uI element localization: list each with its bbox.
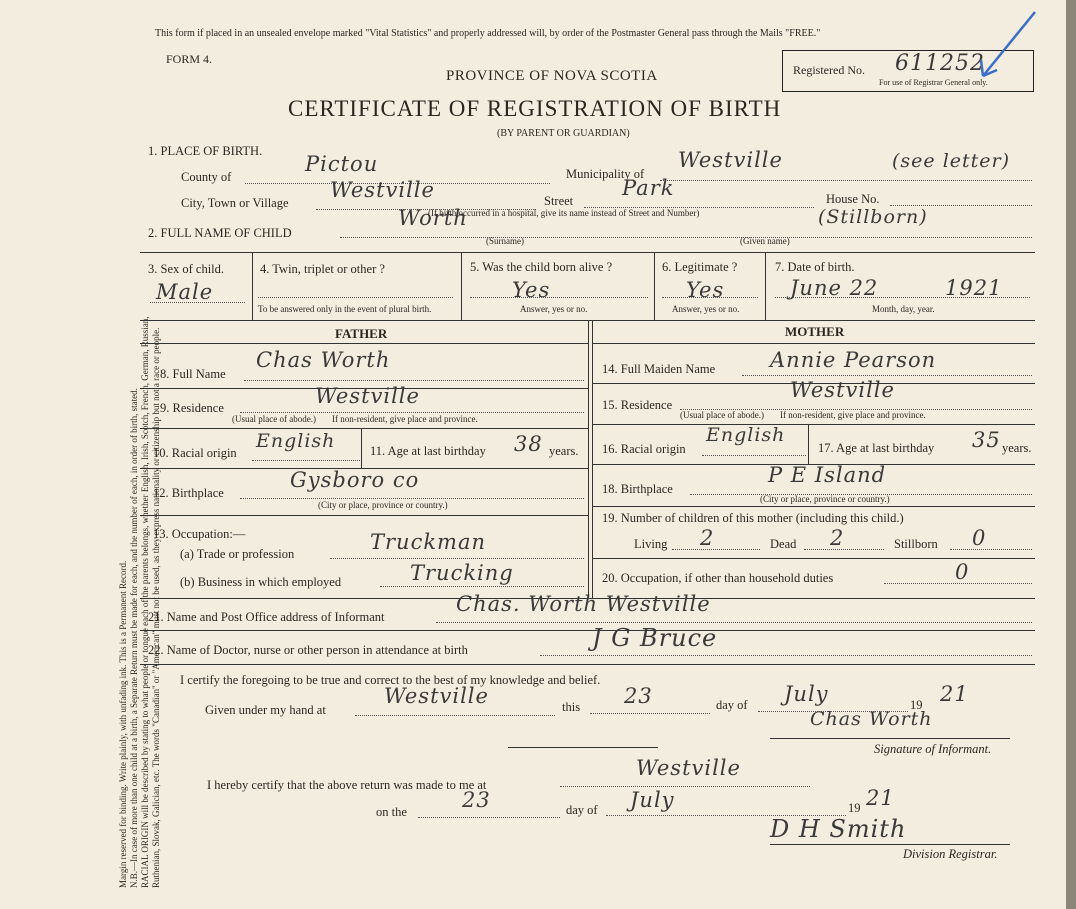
- father-residence-label: 9. Residence: [160, 401, 224, 415]
- margin-line: RACIAL ORIGIN will be described by stating to what people or tongue each of the parents belongs, whether English, Irish, Scotch, French, German, Russian,: [140, 316, 150, 888]
- alive-label: 5. Was the child born alive ?: [470, 260, 613, 274]
- mother-occupation: 0: [955, 560, 970, 584]
- cert-day: 23: [624, 684, 653, 708]
- father-birthplace: Gysboro co: [290, 468, 420, 492]
- registered-number: 611252: [895, 51, 985, 76]
- business-label: (b) Business in which employed: [180, 575, 342, 589]
- alive-caption: Answer, yes or no.: [520, 304, 588, 314]
- father-age-label: 11. Age at last birthday: [370, 444, 486, 458]
- legit-label: 6. Legitimate ?: [662, 260, 738, 274]
- father-age: 38: [514, 432, 543, 456]
- municipality-value: Westville: [678, 148, 783, 172]
- mother-heading: MOTHER: [785, 324, 845, 339]
- margin-line: N.B.—In case of more than one child at a birth, a Separate Return must be made for each, and the number of each, in order of birth, stated.: [129, 388, 139, 888]
- dob-caption: Month, day, year.: [872, 304, 935, 314]
- cert-year-suffix: 21: [940, 682, 969, 706]
- house-label: House No.: [826, 192, 880, 206]
- doctor-value: J G Bruce: [592, 624, 718, 652]
- certify-statement: I certify the foregoing to be true and correct to the best of my knowledge and belief.: [180, 673, 601, 687]
- living-label: Living: [634, 537, 668, 551]
- registrar-day-of-label: day of: [566, 803, 598, 817]
- mother-birthplace-label: 18. Birthplace: [602, 482, 673, 496]
- informant-sig-label: Signature of Informant.: [874, 742, 992, 756]
- given-place: Westville: [384, 684, 489, 708]
- margin-line: Ruthenian, Slovak, Galician, etc. The words "Canadian" or "American" must not be used, as they express nationality or citizenship but not a race or people.: [151, 327, 161, 888]
- mail-notice: This form if placed in an unsealed envelope marked "Vital Statistics" and properly addressed will, by order of the Postmaster General pass through the Mails "FREE.": [155, 28, 821, 39]
- child-name-label: 2. FULL NAME OF CHILD: [148, 226, 292, 240]
- mother-birthplace: P E Island: [768, 463, 887, 487]
- father-residence: Westville: [315, 384, 420, 408]
- dob-year: 1921: [945, 276, 1003, 300]
- street-label: Street: [544, 194, 574, 208]
- stillborn-label: Stillborn: [894, 537, 938, 551]
- sex-value: Male: [156, 280, 214, 304]
- living-value: 2: [700, 526, 715, 550]
- mother-racial: English: [706, 424, 786, 446]
- province-heading: PROVINCE OF NOVA SCOTIA: [446, 68, 658, 84]
- county-value: Pictou: [305, 152, 379, 176]
- father-residence-caption: (Usual place of abode.): [232, 414, 316, 424]
- father-name-label: 8. Full Name: [160, 367, 226, 381]
- dead-value: 2: [830, 526, 845, 550]
- registrar-signature: D H Smith: [770, 815, 907, 843]
- business-value: Trucking: [410, 561, 514, 585]
- registrar-statement: I hereby certify that the above return was made to me at: [207, 778, 487, 792]
- informant-label: 21. Name and Post Office address of Informant: [148, 610, 385, 624]
- day-of-label: day of: [716, 698, 748, 712]
- mother-name-label: 14. Full Maiden Name: [602, 362, 716, 376]
- trade-value: Truckman: [370, 530, 487, 554]
- street-value: Park: [622, 176, 675, 200]
- mother-name: Annie Pearson: [770, 348, 937, 372]
- mother-residence-label: 15. Residence: [602, 398, 673, 412]
- legit-value: Yes: [686, 278, 725, 302]
- registrar-day: 23: [462, 788, 491, 812]
- given-label: Given under my hand at: [205, 703, 326, 717]
- mother-residence: Westville: [790, 378, 895, 402]
- mother-occupation-label: 20. Occupation, if other than household duties: [602, 571, 834, 585]
- mother-age-unit: years.: [1002, 441, 1032, 455]
- father-birthplace-caption: (City or place, province or country.): [318, 500, 448, 510]
- mother-residence-note: If non-resident, give place and province.: [780, 410, 926, 420]
- father-residence-note: If non-resident, give place and province.: [332, 414, 478, 424]
- cert-year-prefix: 19: [910, 698, 923, 712]
- father-name: Chas Worth: [256, 348, 391, 372]
- mother-age-label: 17. Age at last birthday: [818, 441, 935, 455]
- dob-value: June 22: [790, 276, 879, 300]
- informant-signature: Chas Worth: [810, 708, 933, 730]
- mother-residence-caption: (Usual place of abode.): [680, 410, 764, 420]
- mother-age: 35: [972, 428, 1001, 452]
- check-mark-icon: [975, 8, 1040, 88]
- city-value: Westville: [330, 178, 435, 202]
- registered-note: For use of Registrar General only.: [879, 78, 988, 87]
- page-title: CERTIFICATE OF REGISTRATION OF BIRTH: [288, 96, 782, 121]
- registered-label: Registered No.: [793, 63, 865, 77]
- scan-edge: [1066, 0, 1076, 909]
- father-age-unit: years.: [549, 444, 579, 458]
- sex-label: 3. Sex of child.: [148, 262, 225, 276]
- father-occupation-label: 13. Occupation:—: [153, 527, 246, 541]
- this-label: this: [562, 700, 581, 714]
- mother-racial-label: 16. Racial origin: [602, 442, 686, 456]
- alive-value: Yes: [512, 278, 551, 302]
- trade-label: (a) Trade or profession: [180, 547, 295, 561]
- legit-caption: Answer, yes or no.: [672, 304, 740, 314]
- dob-label: 7. Date of birth.: [775, 260, 855, 274]
- twin-label: 4. Twin, triplet or other ?: [260, 262, 385, 276]
- registrar-place: Westville: [636, 756, 741, 780]
- hospital-note: (If birth occurred in a hospital, give its name instead of Street and Number): [428, 208, 700, 218]
- form-number: FORM 4.: [166, 52, 213, 66]
- registrar-year-prefix: 19: [848, 801, 861, 815]
- doctor-label: 22. Name of Doctor, nurse or other person in attendance at birth: [148, 643, 468, 657]
- stillborn-value: 0: [972, 526, 987, 550]
- father-racial-label: 10. Racial origin: [153, 446, 237, 460]
- informant-value: Chas. Worth Westville: [456, 592, 711, 616]
- father-birthplace-label: 12. Birthplace: [153, 486, 224, 500]
- children-label: 19. Number of children of this mother (including this child.): [602, 511, 904, 525]
- municipality-note: (see letter): [892, 150, 1011, 172]
- on-the-label: on the: [376, 805, 407, 819]
- county-label: County of: [181, 170, 232, 184]
- margin-line: Margin reserved for binding. Write plainly, with unfading ink. This is a Permanent Record.: [118, 560, 128, 888]
- registrar-sig-label: Division Registrar.: [903, 847, 998, 861]
- surname-caption: (Surname): [486, 236, 524, 246]
- child-given-name: (Stillborn): [818, 206, 928, 228]
- father-heading: FATHER: [335, 326, 388, 341]
- page-subtitle: (BY PARENT OR GUARDIAN): [497, 128, 630, 139]
- margin-instructions: [118, 128, 162, 888]
- registrar-year-suffix: 21: [866, 786, 895, 810]
- given-caption: (Given name): [740, 236, 790, 246]
- registrar-month: July: [630, 788, 675, 812]
- child-surname: Worth: [398, 206, 468, 230]
- city-label: City, Town or Village: [181, 196, 289, 210]
- dead-label: Dead: [770, 537, 797, 551]
- father-racial: English: [256, 430, 336, 452]
- municipality-label: Municipality of: [566, 167, 645, 181]
- twin-note: To be answered only in the event of plural birth.: [258, 304, 432, 314]
- mother-birthplace-caption: (City or place, province or country.): [760, 494, 890, 504]
- cert-month: July: [784, 682, 829, 706]
- place-of-birth-label: 1. PLACE OF BIRTH.: [148, 144, 263, 158]
